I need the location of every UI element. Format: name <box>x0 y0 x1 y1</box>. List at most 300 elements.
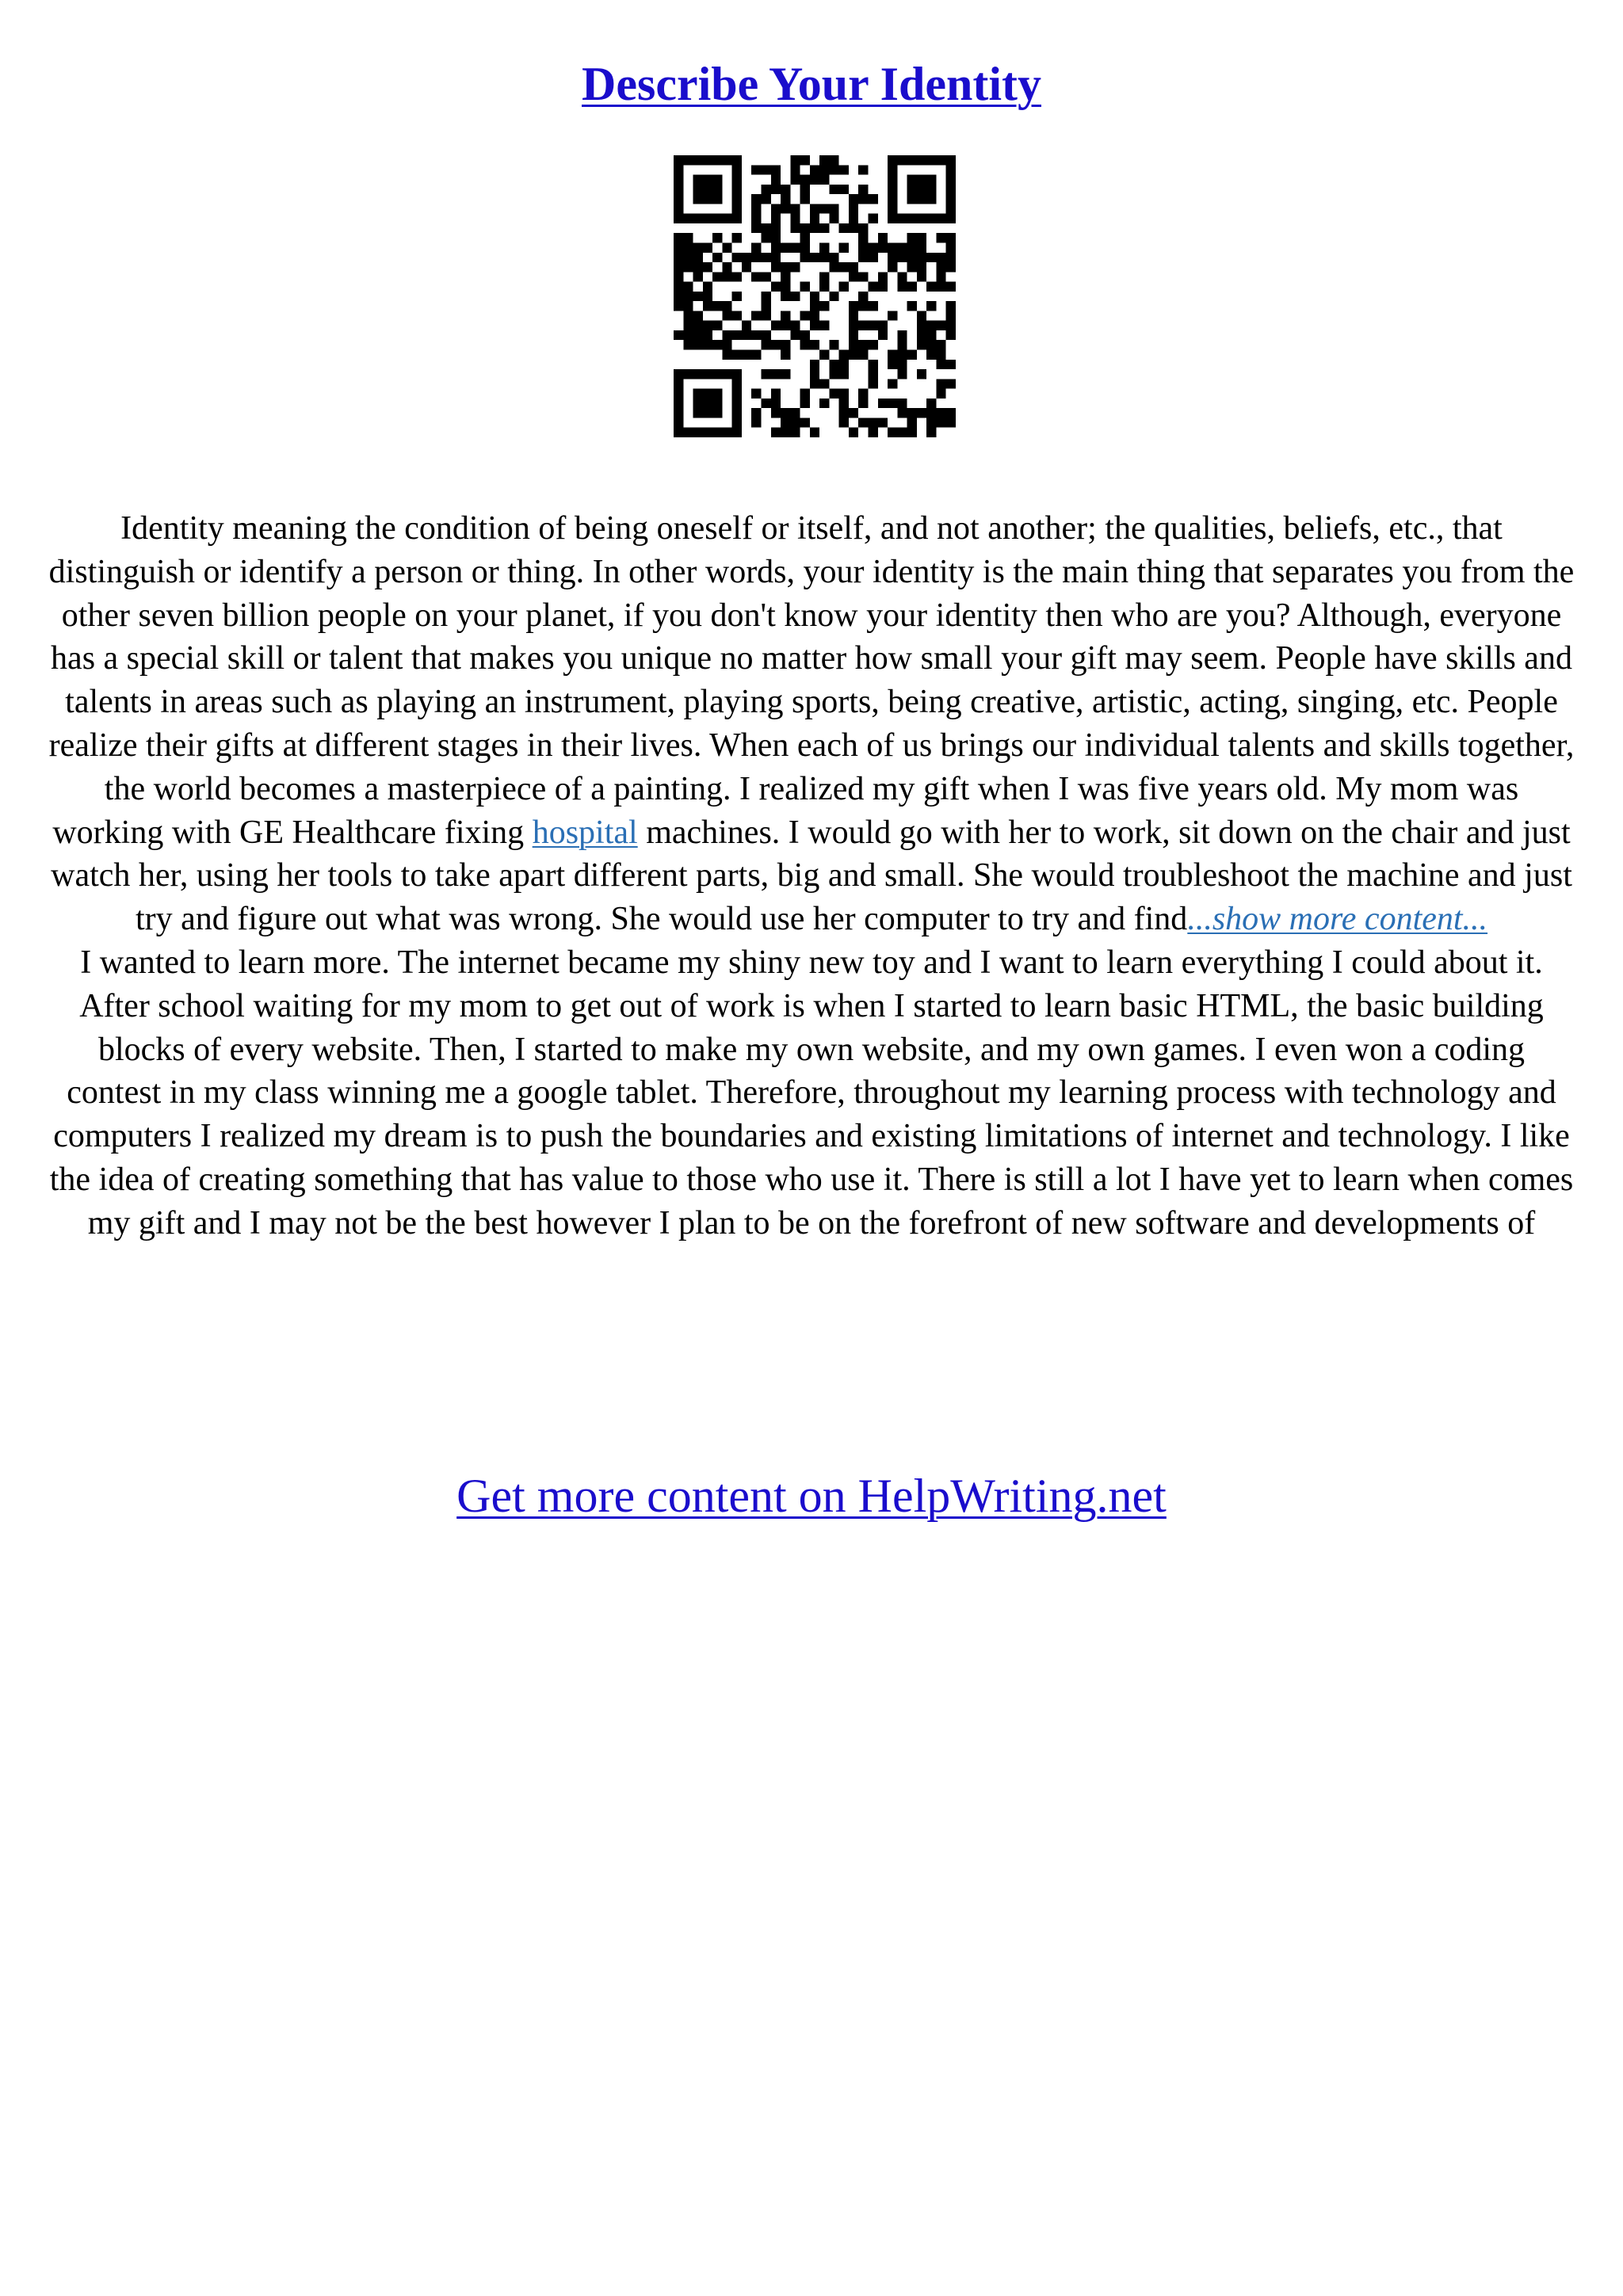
qr-module <box>703 369 712 379</box>
qr-module <box>839 242 849 252</box>
qr-module <box>722 155 731 165</box>
qr-module <box>703 214 712 223</box>
qr-module <box>897 214 907 223</box>
qr-module <box>703 282 712 292</box>
qr-module <box>869 360 878 369</box>
qr-module <box>888 360 897 369</box>
helpwriting-footer-link[interactable]: Get more content on HelpWriting.net <box>456 1470 1167 1522</box>
qr-module <box>839 185 849 194</box>
qr-module <box>732 233 742 242</box>
qr-module <box>839 418 849 427</box>
qr-module <box>751 350 761 360</box>
qr-module <box>888 350 897 360</box>
qr-module <box>742 253 751 262</box>
qr-module <box>936 408 945 418</box>
qr-module <box>761 253 770 262</box>
qr-module <box>693 399 703 408</box>
qr-module <box>907 301 917 311</box>
qr-module <box>751 242 761 252</box>
qr-module <box>926 194 936 204</box>
qr-module <box>712 369 722 379</box>
qr-module <box>849 262 858 272</box>
qr-module <box>888 262 897 272</box>
qr-module <box>936 321 945 330</box>
qr-module <box>917 233 926 242</box>
qr-module <box>771 175 781 185</box>
qr-module <box>858 321 868 330</box>
qr-module <box>810 165 819 174</box>
qr-module <box>771 233 781 242</box>
qr-module <box>917 155 926 165</box>
qr-module <box>732 175 742 185</box>
qr-module <box>751 330 761 340</box>
qr-module <box>751 194 761 204</box>
qr-module <box>946 360 956 369</box>
qr-module <box>897 428 907 437</box>
qr-module <box>936 282 945 292</box>
qr-module <box>888 428 897 437</box>
qr-module <box>712 233 722 242</box>
qr-module <box>683 155 693 165</box>
paragraph-1-text-after-link: machines. I would go with her to work, sit down on the chair and just watch her, using her tools to take apart different parts, big and small. She would troubleshoot the machine and just try and figure out what was wrong. She would use her computer to try and find <box>51 814 1572 938</box>
qr-module <box>781 321 790 330</box>
qr-module <box>800 330 810 340</box>
qr-module <box>869 282 878 292</box>
qr-module <box>849 311 858 320</box>
qr-module <box>722 242 731 252</box>
qr-module <box>674 282 683 292</box>
qr-module <box>926 399 936 408</box>
qr-module <box>819 350 829 360</box>
qr-module <box>858 233 868 242</box>
qr-code-image <box>674 155 956 437</box>
qr-module <box>703 389 712 399</box>
qr-module <box>946 253 956 262</box>
qr-module <box>790 204 800 213</box>
qr-module <box>790 428 800 437</box>
qr-module <box>790 165 800 174</box>
qr-module <box>897 399 907 408</box>
qr-module <box>732 165 742 174</box>
qr-module <box>761 223 770 233</box>
qr-module <box>946 301 956 311</box>
qr-module <box>712 301 722 311</box>
qr-module <box>869 418 878 427</box>
title-container <box>0 57 1623 112</box>
qr-module <box>917 242 926 252</box>
qr-module <box>761 369 770 379</box>
qr-module <box>869 369 878 379</box>
qr-module <box>683 330 693 340</box>
qr-module <box>761 233 770 242</box>
qr-module <box>936 272 945 281</box>
qr-module <box>693 155 703 165</box>
qr-module <box>742 350 751 360</box>
qr-module <box>839 369 849 379</box>
qr-module <box>693 242 703 252</box>
qr-module <box>810 223 819 233</box>
qr-module <box>858 272 868 281</box>
qr-module <box>946 155 956 165</box>
qr-module <box>790 292 800 301</box>
qr-module <box>683 301 693 311</box>
qr-module <box>936 360 945 369</box>
qr-module <box>946 214 956 223</box>
qr-module <box>878 233 888 242</box>
qr-module <box>897 369 907 379</box>
qr-module <box>946 321 956 330</box>
qr-module <box>722 272 731 281</box>
qr-module <box>781 204 790 213</box>
qr-module <box>771 242 781 252</box>
qr-module <box>722 340 731 349</box>
qr-module <box>829 214 838 223</box>
qr-module <box>946 233 956 242</box>
qr-module <box>781 292 790 301</box>
qr-module <box>771 321 781 330</box>
qr-module <box>674 233 683 242</box>
qr-module <box>946 418 956 427</box>
qr-module <box>907 155 917 165</box>
qr-module <box>790 262 800 272</box>
qr-module <box>946 330 956 340</box>
qr-module <box>771 399 781 408</box>
qr-module <box>693 292 703 301</box>
qr-module <box>869 379 878 388</box>
qr-module <box>732 185 742 194</box>
qr-module <box>819 301 829 311</box>
qr-module <box>946 185 956 194</box>
qr-module <box>674 242 683 252</box>
qr-module <box>712 340 722 349</box>
qr-module <box>888 242 897 252</box>
qr-module <box>878 330 888 340</box>
qr-module <box>674 155 683 165</box>
qr-module <box>819 253 829 262</box>
qr-module <box>926 282 936 292</box>
qr-module <box>810 360 819 369</box>
qr-module <box>819 165 829 174</box>
qr-module <box>897 350 907 360</box>
hospital-link[interactable]: hospital <box>532 814 638 851</box>
qr-module <box>712 399 722 408</box>
qr-module <box>781 242 790 252</box>
qr-module <box>751 165 761 174</box>
qr-module <box>800 233 810 242</box>
qr-module <box>712 408 722 418</box>
qr-module <box>839 408 849 418</box>
qr-module <box>888 204 897 213</box>
qr-module <box>712 272 722 281</box>
qr-module <box>839 399 849 408</box>
qr-module <box>888 379 897 388</box>
paragraph-2: I wanted to learn more. The internet became my shiny new toy and I want to learn everything I could about it. After school waiting for my mom to get out of work is when I started to learn basic HTML, the basic building blocks of every website. Then, I started to make my own website, and my own games. I even won a coding contest in my class winning me a google tablet. Therefore, throughout my learning process with technology and computers I realized my dream is to push the boundaries and existing limitations of internet and technology. I like the idea of creating something that has value to those who use it. There is still a lot I have yet to learn when comes my gift and I may not be the best however I plan to be on the forefront of new software and developments of <box>49 944 1574 1241</box>
qr-module <box>771 340 781 349</box>
qr-module <box>888 155 897 165</box>
qr-module <box>693 253 703 262</box>
qr-module <box>800 223 810 233</box>
qr-module <box>674 408 683 418</box>
qr-module <box>849 204 858 213</box>
qr-module <box>869 253 878 262</box>
qr-module <box>693 369 703 379</box>
qr-module <box>732 204 742 213</box>
qr-module <box>926 301 936 311</box>
qr-module <box>888 311 897 320</box>
qr-module <box>781 185 790 194</box>
qr-module <box>810 214 819 223</box>
qr-module <box>693 389 703 399</box>
qr-module <box>790 223 800 233</box>
qr-module <box>771 262 781 272</box>
qr-module <box>683 242 693 252</box>
qr-module <box>732 389 742 399</box>
qr-module <box>722 214 731 223</box>
document-title-link[interactable]: Describe Your Identity <box>582 58 1041 110</box>
qr-module <box>800 282 810 292</box>
qr-module <box>936 350 945 360</box>
qr-module <box>907 175 917 185</box>
qr-module <box>732 155 742 165</box>
qr-module <box>849 428 858 437</box>
qr-module <box>781 272 790 281</box>
qr-module <box>703 194 712 204</box>
qr-module <box>907 262 917 272</box>
qr-module <box>732 399 742 408</box>
qr-module <box>888 165 897 174</box>
qr-module <box>674 185 683 194</box>
qr-module <box>742 330 751 340</box>
qr-module <box>800 389 810 399</box>
qr-module <box>819 379 829 388</box>
qr-module <box>907 214 917 223</box>
qr-module <box>761 272 770 281</box>
qr-module <box>946 282 956 292</box>
qr-module <box>819 155 829 165</box>
qr-module <box>712 155 722 165</box>
qr-module <box>819 223 829 233</box>
qr-module <box>849 223 858 233</box>
qr-module <box>839 282 849 292</box>
qr-module <box>897 408 907 418</box>
qr-module <box>771 253 781 262</box>
qr-module <box>712 214 722 223</box>
qr-module <box>810 340 819 349</box>
qr-module <box>917 175 926 185</box>
qr-module <box>926 408 936 418</box>
qr-module <box>722 262 731 272</box>
qr-module <box>703 301 712 311</box>
qr-module <box>907 282 917 292</box>
qr-module <box>751 389 761 399</box>
qr-module <box>936 389 945 399</box>
qr-module <box>926 253 936 262</box>
qr-module <box>771 389 781 399</box>
qr-module <box>917 321 926 330</box>
qr-module <box>761 340 770 349</box>
qr-module <box>878 242 888 252</box>
qr-module <box>674 262 683 272</box>
qr-module <box>693 340 703 349</box>
qr-module <box>771 369 781 379</box>
qr-module <box>926 350 936 360</box>
qr-module <box>858 185 868 194</box>
qr-module <box>839 262 849 272</box>
qr-module <box>907 408 917 418</box>
qr-module <box>751 418 761 427</box>
qr-module <box>732 408 742 418</box>
qr-module <box>761 399 770 408</box>
qr-module <box>703 155 712 165</box>
qr-module <box>693 311 703 320</box>
qr-module <box>781 418 790 427</box>
qr-module <box>888 253 897 262</box>
qr-module <box>781 262 790 272</box>
qr-module <box>926 155 936 165</box>
qr-module <box>693 321 703 330</box>
qr-module <box>683 253 693 262</box>
qr-module <box>858 194 868 204</box>
qr-module <box>751 204 761 213</box>
qr-module <box>732 253 742 262</box>
qr-module <box>936 214 945 223</box>
qr-module <box>878 321 888 330</box>
qr-module <box>703 330 712 340</box>
qr-module <box>732 369 742 379</box>
qr-module <box>761 292 770 301</box>
qr-module <box>869 301 878 311</box>
qr-module <box>781 340 790 349</box>
qr-module <box>839 165 849 174</box>
qr-module <box>732 330 742 340</box>
qr-module <box>878 418 888 427</box>
qr-module <box>869 242 878 252</box>
show-more-content-link[interactable]: ...show more content... <box>1187 901 1488 938</box>
qr-module <box>907 233 917 242</box>
qr-module <box>907 428 917 437</box>
qr-module <box>712 321 722 330</box>
qr-module <box>810 175 819 185</box>
qr-module <box>800 418 810 427</box>
qr-module <box>946 204 956 213</box>
qr-module <box>946 165 956 174</box>
qr-module <box>858 350 868 360</box>
qr-module <box>683 428 693 437</box>
qr-module <box>674 301 683 311</box>
qr-module <box>810 379 819 388</box>
qr-module <box>722 311 731 320</box>
qr-module <box>917 272 926 281</box>
qr-module <box>858 242 868 252</box>
qr-module <box>897 360 907 369</box>
qr-module <box>917 408 926 418</box>
qr-module <box>946 379 956 388</box>
qr-module <box>683 214 693 223</box>
qr-module <box>732 428 742 437</box>
qr-module <box>712 194 722 204</box>
qr-module <box>800 194 810 204</box>
paragraph-1-text-before-link: Identity meaning the condition of being oneself or itself, and not another; the qualities, beliefs, etc., that distinguish or identify a person or thing. In other words, your identity is the main thing that separates you from the other seven billion people on your planet, if you don't know your identity then who are you? Although, everyone has a special skill or talent that makes you unique no matter how small your gift may seem. People have skills and talents in areas such as playing an instrument, playing sports, being creative, artistic, acting, singing, etc. People realize their gifts at different stages in their lives. When each of us brings our individual talents and skills together, the world becomes a masterpiece of a painting. I realized my gift when I was five years old. My mom was working with GE Healthcare fixing <box>48 510 1575 851</box>
qr-module <box>771 408 781 418</box>
qr-module <box>819 321 829 330</box>
qr-module <box>732 379 742 388</box>
qr-module <box>800 185 810 194</box>
qr-module <box>693 194 703 204</box>
qr-module <box>732 311 742 320</box>
qr-module <box>839 223 849 233</box>
qr-module <box>693 262 703 272</box>
qr-module <box>790 330 800 340</box>
qr-module <box>790 242 800 252</box>
paragraph-1 <box>48 507 1575 941</box>
qr-module <box>810 428 819 437</box>
qr-module <box>703 175 712 185</box>
qr-module <box>869 340 878 349</box>
qr-module <box>810 292 819 301</box>
qr-module <box>693 175 703 185</box>
qr-module <box>946 311 956 320</box>
qr-module <box>751 214 761 223</box>
qr-module <box>907 185 917 194</box>
qr-module <box>703 340 712 349</box>
qr-module <box>888 194 897 204</box>
qr-module <box>858 301 868 311</box>
qr-module <box>946 194 956 204</box>
qr-module <box>790 214 800 223</box>
qr-module <box>897 253 907 262</box>
qr-module <box>907 253 917 262</box>
qr-module <box>839 350 849 360</box>
qr-module <box>917 185 926 194</box>
qr-module <box>712 185 722 194</box>
qr-module <box>926 428 936 437</box>
qr-module <box>926 214 936 223</box>
qr-module <box>829 369 838 379</box>
qr-module <box>800 175 810 185</box>
qr-module <box>907 194 917 204</box>
qr-module <box>674 369 683 379</box>
qr-module <box>869 321 878 330</box>
qr-module <box>936 379 945 388</box>
qr-module <box>917 194 926 204</box>
qr-module <box>761 311 770 320</box>
qr-module <box>858 253 868 262</box>
qr-module <box>917 330 926 340</box>
qr-module <box>819 204 829 213</box>
qr-module <box>858 389 868 399</box>
qr-module <box>839 360 849 369</box>
qr-module <box>683 233 693 242</box>
qr-module <box>878 399 888 408</box>
qr-module <box>888 185 897 194</box>
qr-module <box>926 185 936 194</box>
qr-module <box>839 389 849 399</box>
qr-module <box>819 175 829 185</box>
qr-module <box>829 253 838 262</box>
qr-module <box>917 214 926 223</box>
qr-module <box>742 321 751 330</box>
qr-module <box>888 214 897 223</box>
qr-module <box>761 165 770 174</box>
qr-module <box>946 175 956 185</box>
qr-module <box>829 360 838 369</box>
qr-module <box>849 214 858 223</box>
qr-module <box>674 428 683 437</box>
qr-module <box>693 214 703 223</box>
qr-module <box>897 242 907 252</box>
qr-module <box>907 242 917 252</box>
qr-module <box>897 340 907 349</box>
